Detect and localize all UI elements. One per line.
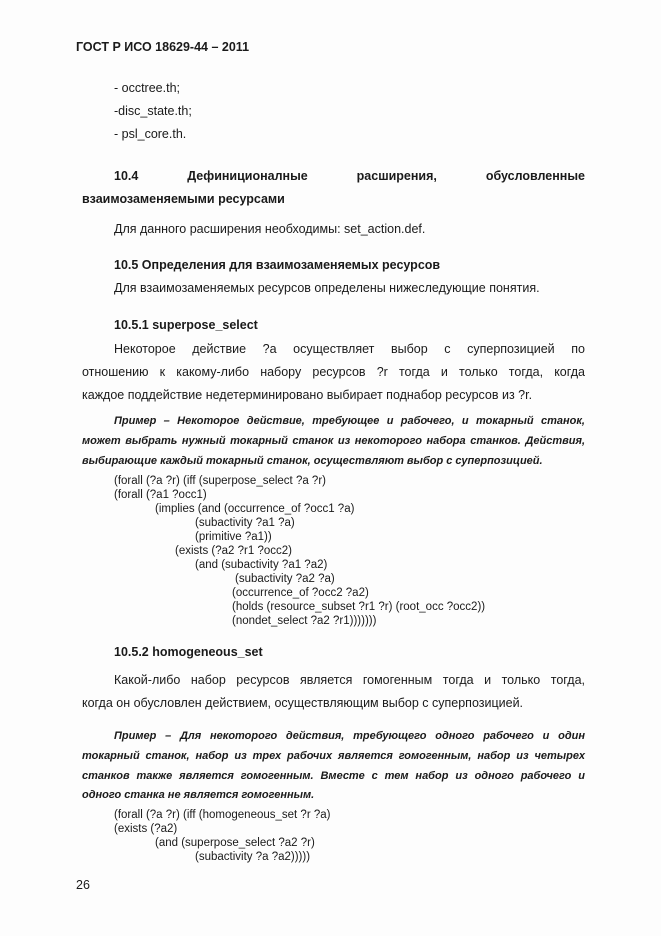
paragraph-line: когда он обусловлен действием, осуществляющим выбор с суперпозицией. bbox=[82, 696, 524, 710]
code-line: (implies (and (occurrence_of ?occ1 ?a) bbox=[155, 503, 355, 515]
section-10-5-1-title: 10.5.1 superpose_select bbox=[114, 318, 258, 332]
example-line: одного станка не является гомогенным. bbox=[82, 789, 315, 801]
section-10-5-2-title: 10.5.2 homogeneous_set bbox=[114, 645, 263, 659]
section-10-5-title: 10.5 Определения для взаимозаменяемых ресурсов bbox=[114, 258, 441, 272]
code-line: (subactivity ?a1 ?a) bbox=[195, 517, 295, 529]
example-line: токарный станок, набор из трех рабочих является гомогенным, набор из четырех bbox=[82, 750, 585, 762]
code-line: (subactivity ?a ?a2))))) bbox=[195, 851, 311, 863]
paragraph-line: Какой-либо набор ресурсов является гомогенным тогда и только тогда, bbox=[114, 673, 585, 687]
paragraph-line: каждое поддействие недетерминировано выбирает поднабор ресурсов из ?r. bbox=[82, 388, 533, 402]
section-10-4-text: Для данного расширения необходимы: set_action.def. bbox=[114, 222, 426, 236]
example-line: Пример – Для некоторого действия, требующего одного рабочего и один bbox=[114, 730, 585, 742]
section-10-4-title-cont: взаимозаменяемыми ресурсами bbox=[82, 192, 285, 206]
code-line: (forall (?a ?r) (iff (superpose_select ?a ?r) bbox=[114, 475, 326, 487]
paragraph-line: отношению к какому-либо набору ресурсов ?r тогда и только тогда, когда bbox=[82, 365, 585, 379]
code-line: (holds (resource_subset ?r1 ?r) (root_occ ?occ2)) bbox=[232, 601, 486, 613]
code-line: (exists (?a2) bbox=[114, 823, 178, 835]
code-line: (forall (?a1 ?occ1) bbox=[114, 489, 207, 501]
code-line: (nondet_select ?a2 ?r1))))))) bbox=[232, 615, 377, 627]
section-10-5-text: Для взаимозаменяемых ресурсов определены нижеследующие понятия. bbox=[114, 281, 540, 295]
file-item: - occtree.th; bbox=[114, 81, 180, 95]
document-header: ГОСТ Р ИСО 18629-44 – 2011 bbox=[76, 40, 250, 54]
code-line: (and (superpose_select ?a2 ?r) bbox=[155, 837, 315, 849]
example-line: станков также является гомогенным. Вместе с тем набор из одного рабочего и bbox=[82, 770, 585, 782]
code-line: (forall (?a ?r) (iff (homogeneous_set ?r ?a) bbox=[114, 809, 331, 821]
code-line: (and (subactivity ?a1 ?a2) bbox=[195, 559, 328, 571]
page-number: 26 bbox=[76, 878, 90, 892]
paragraph-line: Некоторое действие ?a осуществляет выбор с суперпозицией по bbox=[114, 342, 585, 356]
code-line: (occurrence_of ?occ2 ?a2) bbox=[232, 587, 369, 599]
code-line: (subactivity ?a2 ?a) bbox=[235, 573, 335, 585]
example-line: может выбрать нужный токарный станок из некоторого набора станков. Действия, bbox=[82, 435, 585, 447]
example-line: выбирающие каждый токарный станок, осуществляют выбор с суперпозицией. bbox=[82, 455, 543, 467]
file-item: - psl_core.th. bbox=[114, 127, 187, 141]
code-line: (primitive ?a1)) bbox=[195, 531, 272, 543]
file-item: -disc_state.th; bbox=[114, 104, 192, 118]
code-line: (exists (?a2 ?r1 ?occ2) bbox=[175, 545, 292, 557]
section-10-4-title: 10.4 Дефиниционалные расширения, обусловленные bbox=[114, 169, 585, 183]
example-line: Пример – Некоторое действие, требующее и рабочего, и токарный станок, bbox=[114, 415, 585, 427]
